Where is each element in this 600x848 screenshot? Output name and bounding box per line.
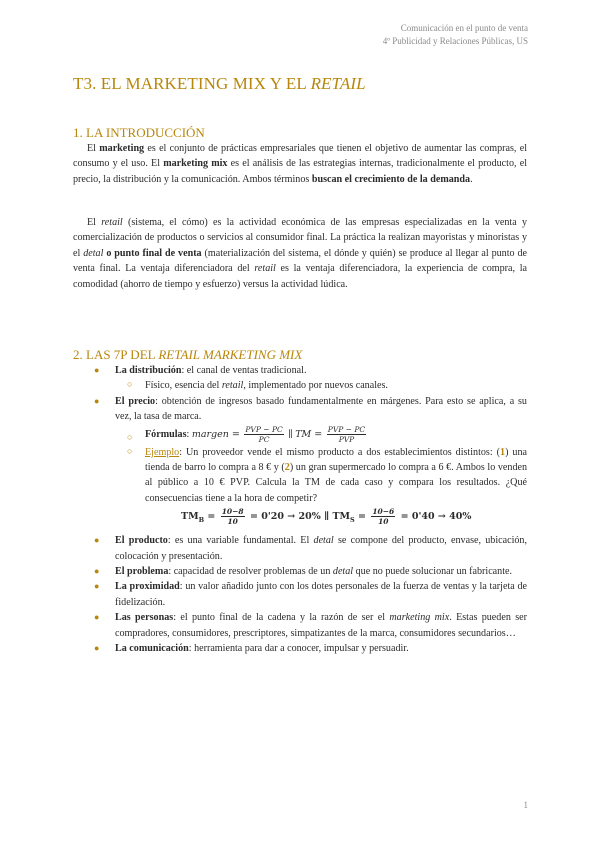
margin-fraction: $\frac{\text{PVP − PC}}{PC}$ <box>245 424 283 444</box>
bullet-icon: ● <box>94 581 100 592</box>
page-title: T3. EL MARKETING MIX Y EL RETAIL <box>73 74 366 93</box>
bullet-icon: ● <box>94 395 100 406</box>
list-item-distribucion: ● La distribución: el canal de ventas tradicional. <box>73 363 527 378</box>
circle-bullet-icon: ○ <box>127 379 133 390</box>
sublist-item-ejemplo: ○ Ejemplo: Un proveedor vende el mismo producto a dos establecimientos distintos: (1) una tienda de barro lo compra a 8 € y (2) un gran supermercado lo compra a 6 €. Ambos lo venden al público a 10 € PVP. Calcula la TM de cada caso y compara los resultados. ¿Qué consecuencias tiene a la hora de competir? <box>127 445 528 504</box>
list-item-proximidad: ● La proximidad: un valor añadido junto con los dotes personales de la fuerza de ventas y la tarjeta de fidelización. <box>94 581 527 608</box>
bullet-icon: ● <box>94 365 100 375</box>
calc-b-fraction: $\frac{10-8}{10}$ <box>221 507 244 527</box>
intro-paragraph-2: El retail (sistema, el cómo) es la actividad económica de las empresas especializadas en la venta y comercialización de productos o servicios al consumidor final. La práctica la realizan mayoristas y minoristas y el detal o punto final de venta (materialización del sistema, el dónde y quién) se produce al llegar al punto de venta final. La ventaja diferenciadora del retail es la ventaja diferenciadora, la experiencia de compra, la comodidad (ahorro de tiempo y esfuerzo) versus la actividad lúdica. <box>73 217 528 290</box>
bullet-icon: ● <box>94 535 100 546</box>
sublist-item-formulas: ○ Fórmulas: margen = $\frac{\text{PVP − PC}}{PC}$ ∥ TM = $\frac{\text{PVP − PC}}{\text{PVP}}$ <box>73 425 527 445</box>
header-degree: 4º Publicidad y Relaciones Públicas, US <box>382 36 528 46</box>
page-number: 1 <box>523 800 528 810</box>
list-item-comunicacion: ● La comunicación: herramienta para dar a conocer, impulsar y persuadir. <box>73 641 527 656</box>
intro-paragraph-1: El marketing es el conjunto de prácticas empresariales que tienen el objetivo de aumentar las compras, el consumo y el uso. El marketing mix es el análisis de las estrategias internas, tradicionalmente el producto, el precio, la distribución y la comunicación. Ambos términos buscan el crecimiento de la demanda. <box>73 143 527 185</box>
bullet-icon: ● <box>94 612 100 623</box>
list-item-personas: ● Las personas: el punto final de la cadena y la razón de ser el marketing mix. Estas pueden ser compradores, consumidores, prescriptores, simpatizantes de la marca, consumidores secundarios… <box>94 612 527 639</box>
header-course: Comunicación en el punto de venta <box>400 23 528 33</box>
list-item-precio: ● El precio: obtención de ingresos basado fundamentalmente en márgenes. Para esto se aplica, a su vez, la tasa de marca. <box>94 395 527 423</box>
list-item-problema: ● El problema: capacidad de resolver problemas de un detal que no puede solucionar un fabricante. <box>73 564 527 579</box>
section-heading-7p: 2. LAS 7P DEL RETAIL MARKETING MIX <box>73 347 303 362</box>
example-link[interactable]: Ejemplo <box>145 446 180 458</box>
calculation-line: $TM_B$ = $\frac{10-8}{10}$ = 0'20 → 20% ∥ $TM_S$ = $\frac{10-6}{10}$ = 0'40 → 40% <box>181 507 472 527</box>
list-item-producto: ● El producto: es una variable fundamental. El detal se compone del producto, envase, ubicación, colocación y presentación. <box>94 535 528 562</box>
bullet-icon: ● <box>94 642 100 653</box>
calc-s-fraction: $\frac{10-6}{10}$ <box>372 507 395 527</box>
bullet-icon: ● <box>94 565 100 576</box>
sublist-item-fisico: ○ Físico, esencia del retail, implementado por nuevos canales. <box>127 379 388 392</box>
section-heading-intro: 1. LA INTRODUCCIÓN <box>73 125 205 140</box>
circle-bullet-icon: ○ <box>127 445 133 456</box>
tm-fraction: $\frac{\text{PVP − PC}}{\text{PVP}}$ <box>327 424 366 444</box>
seven-p-list <box>73 363 527 656</box>
circle-bullet-icon: ○ <box>127 431 133 442</box>
page-header <box>383 22 528 48</box>
